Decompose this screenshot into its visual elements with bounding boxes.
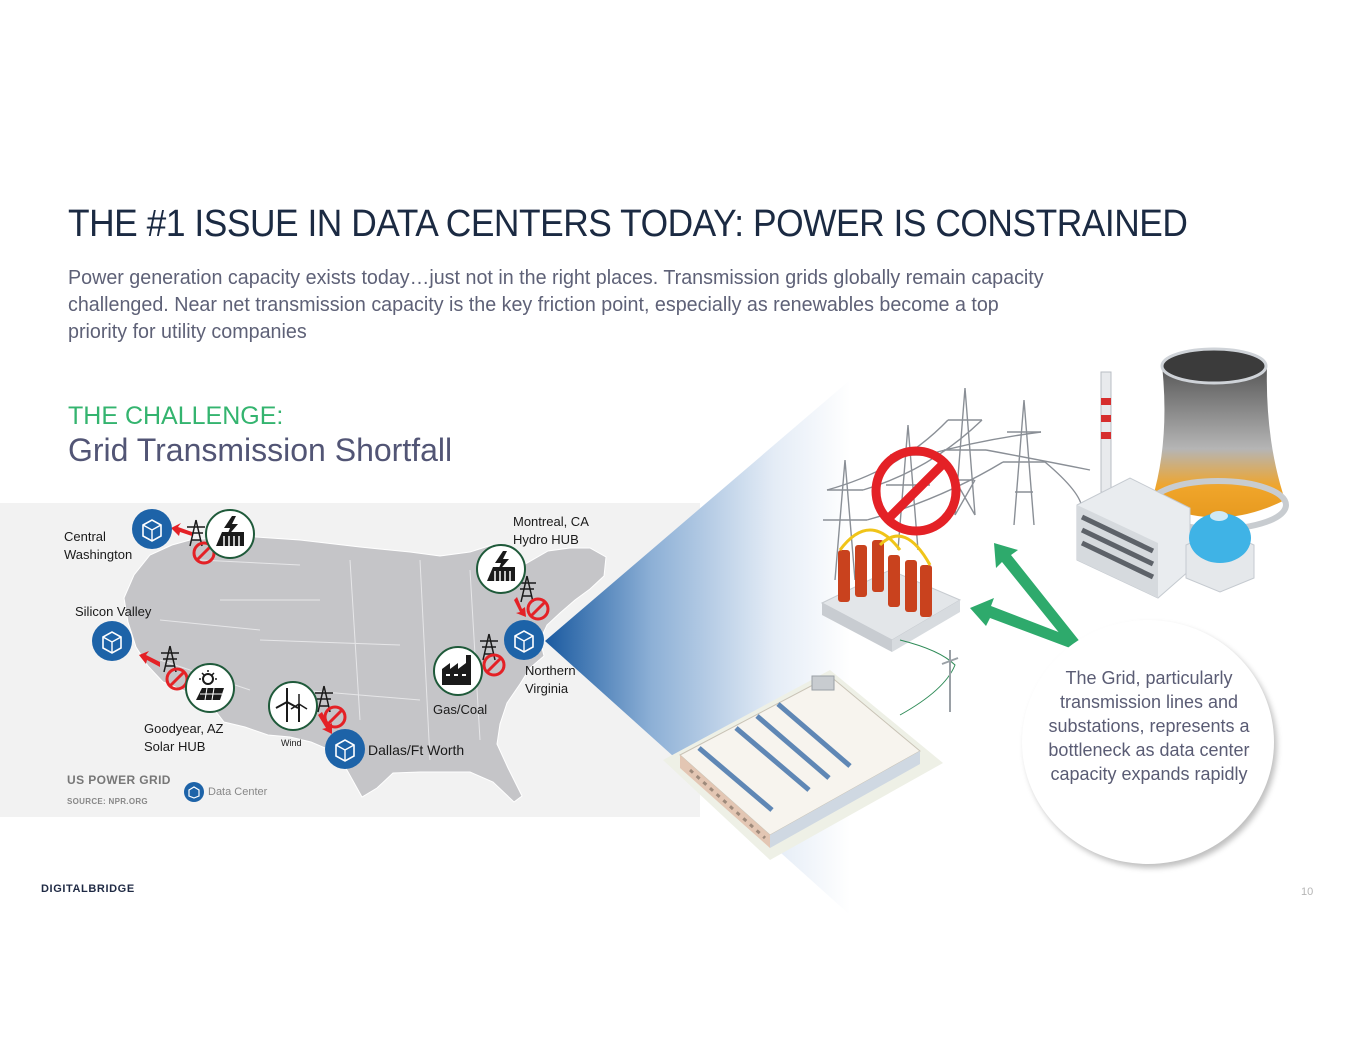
brand-part1: DIGITAL xyxy=(41,883,89,895)
label-montreal-line2: Hydro HUB xyxy=(513,532,579,547)
callout-text: The Grid, particularly transmission lines and substations, represents a bottleneck as data center capacity expands rapidly xyxy=(1048,668,1250,784)
smokestack xyxy=(1101,372,1111,492)
label-goodyear-line2: Solar HUB xyxy=(144,739,206,754)
label-gas-coal: Gas/Coal xyxy=(433,702,488,717)
map-legend-title: US POWER GRID xyxy=(67,773,171,787)
label-dallas: Dallas/Ft Worth xyxy=(368,742,465,758)
gas-coal-hub xyxy=(434,647,482,695)
brand-logo xyxy=(41,883,135,895)
wind-hub xyxy=(269,682,317,730)
legend-data-center-icon xyxy=(184,782,204,802)
solar-hub xyxy=(186,664,234,712)
label-northern-virginia-line1: Northern xyxy=(525,663,576,678)
page-subtitle: Power generation capacity exists today…just not in the right places. Transmission grids globally remain capacity challenged. Near net transmission capacity is the key friction point, especially as renewables become a top priority for utility companies xyxy=(68,267,1044,343)
map-legend-source: SOURCE: NPR.ORG xyxy=(67,797,148,806)
page-number: 10 xyxy=(1301,886,1314,898)
label-northern-virginia-line2: Virginia xyxy=(525,681,569,696)
label-silicon-valley: Silicon Valley xyxy=(75,604,152,619)
page-title: THE #1 ISSUE IN DATA CENTERS TODAY: POWER IS CONSTRAINED xyxy=(68,203,1188,245)
hydro-hub-washington xyxy=(206,510,254,558)
green-arrows xyxy=(970,543,1081,650)
challenge-kicker: THE CHALLENGE: xyxy=(68,402,284,430)
challenge-heading: Grid Transmission Shortfall xyxy=(68,432,453,468)
label-montreal-line1: Montreal, CA xyxy=(513,514,589,529)
label-central-washington-line2: Washington xyxy=(64,547,133,562)
brand-part2: BRIDGE xyxy=(88,883,135,895)
label-goodyear-line1: Goodyear, AZ xyxy=(144,721,224,736)
map-legend-data-center: Data Center xyxy=(208,786,268,798)
label-central-washington-line1: Central xyxy=(64,529,106,544)
label-wind: Wind xyxy=(281,738,302,748)
hydro-hub-montreal xyxy=(477,545,525,593)
